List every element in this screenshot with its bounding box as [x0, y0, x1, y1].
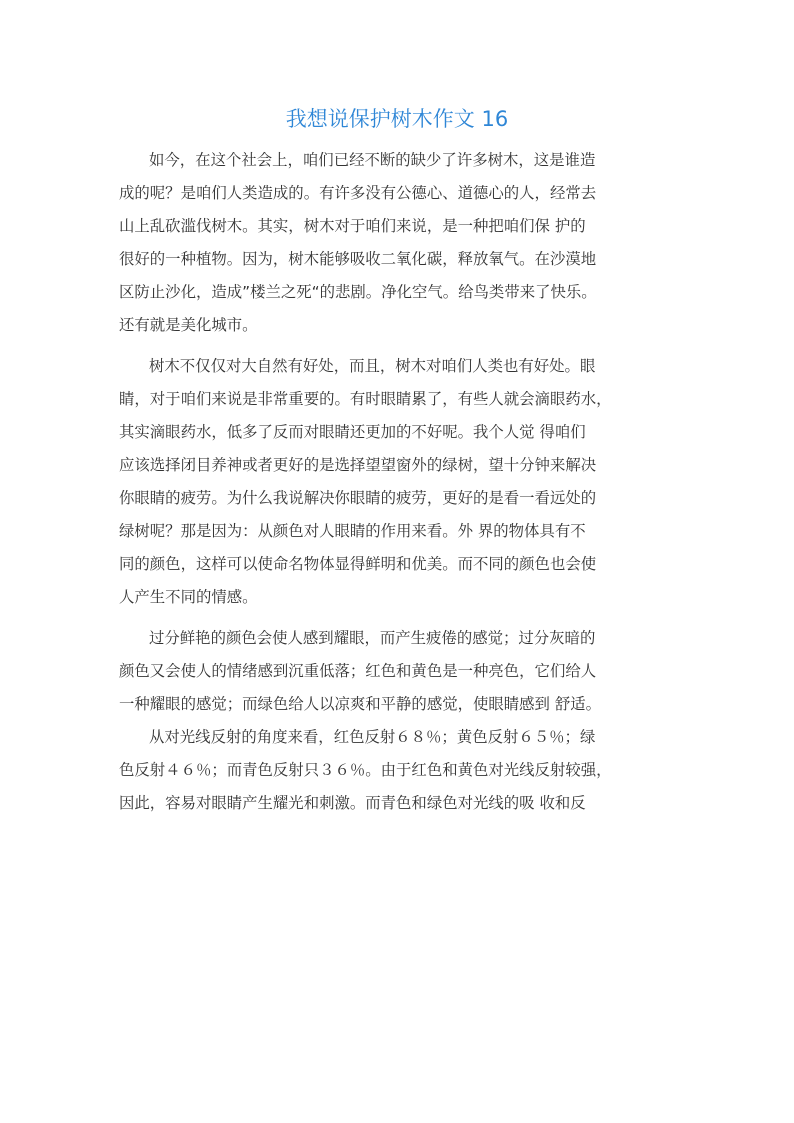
text-line: 色反射４６％；而青色反射只３６％。由于红色和黄色对光线反射较强， [119, 761, 612, 779]
text-line: 绿树呢？那是因为：从颜色对人眼睛的作用来看。外 界的物体具有不 [119, 522, 586, 540]
paragraph-4 [119, 721, 675, 820]
text-line: 成的呢？是咱们人类造成的。有许多没有公德心、道德心的人，经常去 [119, 184, 597, 202]
paragraph-3 [119, 622, 675, 721]
text-line: 因此，容易对眼睛产生耀光和刺激。而青色和绿色对光线的吸 收和反 [119, 794, 586, 812]
text-line: 山上乱砍滥伐树木。其实，树木对于咱们来说，是一种把咱们保 护的 [119, 217, 586, 235]
text-line: 很好的一种植物。因为，树木能够吸收二氧化碳，释放氧气。在沙漠地 [119, 250, 597, 268]
paragraph-2 [119, 350, 675, 614]
text-line: 过分鲜艳的颜色会使人感到耀眼，而产生疲倦的感觉；过分灰暗的 [149, 629, 596, 647]
document-title: 我想说保护树木作文 16 [285, 107, 509, 131]
text-line: 人产生不同的情感。 [119, 588, 258, 606]
text-line: 一种耀眼的感觉；而绿色给人以凉爽和平静的感觉，使眼睛感到 舒适。 [119, 695, 602, 713]
text-line: 从对光线反射的角度来看，红色反射６８％；黄色反射６５％；绿 [149, 728, 596, 746]
text-line: 如今，在这个社会上，咱们已经不断的缺少了许多树木，这是谁造 [149, 151, 596, 169]
document-body [119, 144, 675, 820]
text-line: 树木不仅仅对大自然有好处，而且，树木对咱们人类也有好处。眼 [149, 357, 596, 375]
text-line: 同的颜色，这样可以使命名物体显得鲜明和优美。而不同的颜色也会使 [119, 555, 597, 573]
text-line: 其实滴眼药水，低多了反而对眼睛还更加的不好呢。我个人觉 得咱们 [119, 423, 586, 441]
text-line: 你眼睛的疲劳。为什么我说解决你眼睛的疲劳，更好的是看一看远处的 [119, 489, 597, 507]
text-line: 区防止沙化，造成”楼兰之死“的悲剧。净化空气。给鸟类带来了快乐。 [119, 283, 597, 301]
text-line: 颜色又会使人的情绪感到沉重低落；红色和黄色是一种亮色，它们给人 [119, 662, 597, 680]
paragraph-1 [119, 144, 675, 342]
text-line: 还有就是美化城市。 [119, 316, 258, 334]
text-line: 应该选择闭目养神或者更好的是选择望望窗外的绿树，望十分钟来解决 [119, 456, 597, 474]
text-line: 睛，对于咱们来说是非常重要的。有时眼睛累了，有些人就会滴眼药水， [119, 390, 612, 408]
